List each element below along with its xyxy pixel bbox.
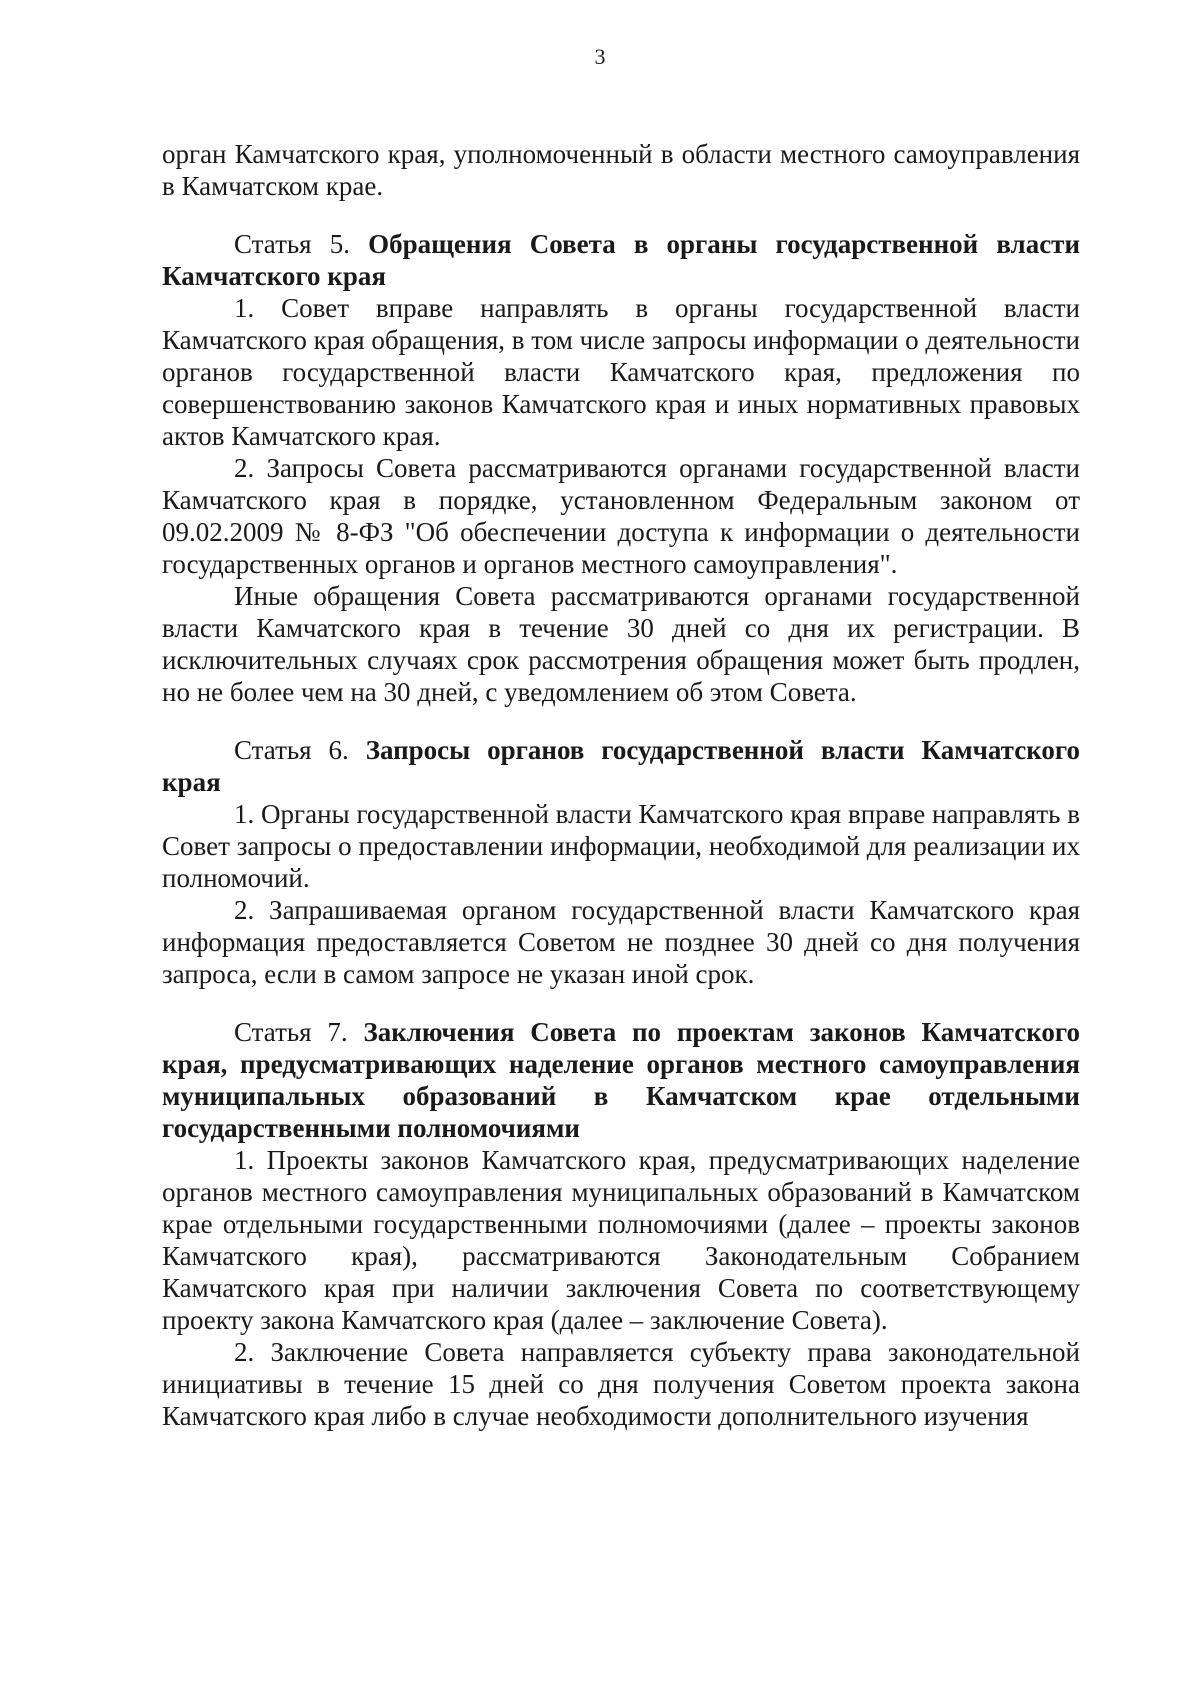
article-6-paragraph-1: 1. Органы государственной власти Камчатского края вправе направлять в Совет запросы о предоставлении информации, необходимой для реализации их полномочий. [162,799,1080,893]
article-5-title: Обращения Совета в органы государственной власти Камчатского края [162,229,1081,291]
article-6-heading [162,734,1080,798]
document-body [162,138,1080,1432]
article-7-paragraph-1: 1. Проекты законов Камчатского края, предусматривающих наделение органов местного самоуправления муниципальных образований в Камчатском крае отдельными государственными полномочиями (далее – проекты законов Камчатского края), рассматриваются Законодательным Собранием Камчатского края при наличии заключения Совета по соответствующему проекту закона Камчатского края (далее – заключение Совета). [162,1145,1080,1335]
article-7-heading [162,1016,1080,1144]
article-6-title: Запросы органов государственной власти Камчатского края [162,735,1080,797]
article-7-paragraph-2: 2. Заключение Совета направляется субъекту права законодательной инициативы в течение 15 дней со дня получения Советом проекта закона Камчатского края либо в случае необходимости дополнительного изучения [162,1337,1080,1431]
page-number: 3 [594,44,606,69]
article-5-paragraph-1: 1. Совет вправе направлять в органы государственной власти Камчатского края обращения, в том числе запросы информации о деятельности органов государственной власти Камчатского края, предложения по совершенствованию законов Камчатского края и иных нормативных правовых актов Камчатского края. [162,293,1080,451]
article-5-label: Статья 5. [234,229,350,259]
article-6-paragraph-2: 2. Запрашиваемая органом государственной власти Камчатского края информация предоставляется Советом не позднее 30 дней со дня получения запроса, если в самом запросе не указан иной срок. [162,895,1080,989]
article-7-label: Статья 7. [234,1017,348,1047]
article-5-heading [162,228,1080,292]
article-5-paragraph-2: 2. Запросы Совета рассматриваются органами государственной власти Камчатского края в порядке, установленном Федеральным законом от 09.02.2009 № 8-ФЗ "Об обеспечении доступа к информации о деятельности государственных органов и органов местного самоуправления". [162,453,1080,579]
article-7-title: Заключения Совета по проектам законов Камчатского края, предусматривающих наделение органов местного самоуправления муниципальных образований в Камчатском крае отдельными государственными полномочиями [162,1017,1081,1143]
intro-paragraph: орган Камчатского края, уполномоченный в области местного самоуправления в Камчатском крае. [162,139,1080,201]
article-6-label: Статья 6. [234,735,349,765]
article-5-paragraph-3: Иные обращения Совета рассматриваются органами государственной власти Камчатского края в течение 30 дней со дня их регистрации. В исключительных случаях срок рассмотрения обращения может быть продлен, но не более чем на 30 дней, с уведомлением об этом Совета. [162,581,1080,707]
